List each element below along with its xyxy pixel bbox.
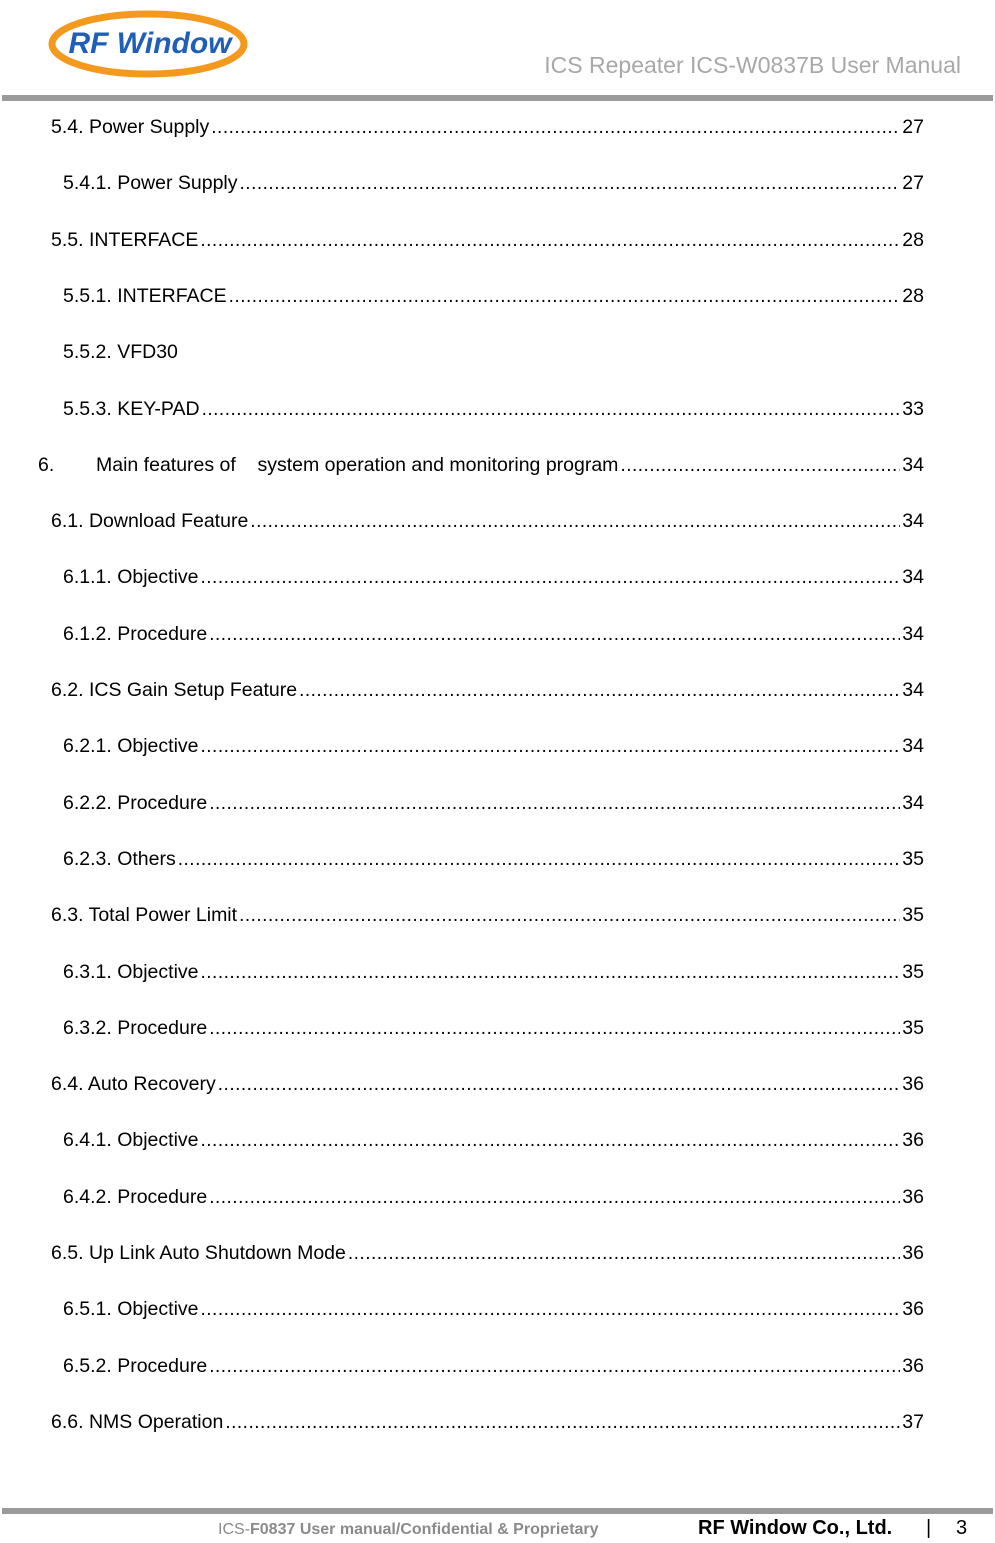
toc-dot-leader <box>299 677 900 705</box>
toc-entry-title: 6.1. Download Feature <box>51 510 249 533</box>
footer-divider <box>2 1508 993 1514</box>
toc-dot-leader <box>200 227 900 255</box>
footer-doc-prefix: ICS- <box>218 1521 250 1538</box>
header-title: ICS Repeater ICS-W0837B User Manual <box>544 52 961 78</box>
toc-dot-leader <box>209 790 900 818</box>
toc-dot-leader <box>348 1240 900 1268</box>
toc-dot-leader <box>209 1015 900 1043</box>
toc-page-number: 34 <box>902 735 924 758</box>
toc-entry[interactable] <box>38 451 924 479</box>
toc-page-number: 36 <box>902 1354 924 1377</box>
toc-entry-label: Main features of system operation and monitoring program <box>96 453 619 476</box>
toc-entry-title: 6.5.2. Procedure <box>63 1354 208 1377</box>
toc-dot-leader <box>201 959 901 987</box>
toc-page-number: 35 <box>902 904 924 927</box>
toc-entry-title: 6.3.2. Procedure <box>63 1016 208 1039</box>
toc-entry[interactable] <box>51 226 924 254</box>
company-logo <box>48 4 253 80</box>
toc-entry[interactable] <box>51 1408 924 1436</box>
toc-entry[interactable] <box>63 958 924 986</box>
toc-page-number: 34 <box>902 791 924 814</box>
toc-dot-leader <box>209 1353 900 1381</box>
toc-entry-title: 5.4. Power Supply <box>51 116 210 138</box>
toc-entry[interactable] <box>63 845 924 873</box>
toc-entry[interactable] <box>63 169 924 197</box>
toc-entry-title: 5.5. INTERFACE <box>51 228 199 251</box>
toc-entry-title: 5.5.3. KEY-PAD <box>63 397 200 420</box>
toc-entry[interactable] <box>63 1126 924 1154</box>
toc-page-number: 34 <box>902 622 924 645</box>
toc-entry-title: 6.4.1. Objective <box>63 1129 199 1152</box>
svg-text:RF Window: RF Window <box>68 27 232 60</box>
toc-page-number: 36 <box>902 1129 924 1152</box>
page-number: 3 <box>956 1517 968 1539</box>
toc-entry-title: 6.6. NMS Operation <box>51 1410 224 1433</box>
toc-entry[interactable] <box>63 282 924 310</box>
toc-entry[interactable] <box>51 1239 924 1267</box>
toc-entry[interactable] <box>51 901 924 929</box>
toc-dot-leader <box>620 452 900 480</box>
toc-page-number: 27 <box>902 116 924 138</box>
toc-dot-leader <box>225 1409 900 1437</box>
toc-dot-leader <box>209 621 900 649</box>
toc-dot-leader <box>240 170 901 198</box>
toc-entry[interactable] <box>51 676 924 704</box>
header-divider <box>2 95 993 101</box>
toc-entry[interactable] <box>63 732 924 760</box>
toc-entry[interactable] <box>63 338 924 366</box>
toc-entry-title: 6.3. Total Power Limit <box>51 904 238 927</box>
toc-entry[interactable] <box>51 1070 924 1098</box>
toc-entry[interactable] <box>51 113 924 141</box>
footer-company: RF Window Co., Ltd. <box>698 1517 893 1539</box>
toc-entry-title: 6.2. ICS Gain Setup Feature <box>51 679 298 701</box>
toc-page-number: 34 <box>902 566 924 589</box>
toc-entry[interactable] <box>63 1014 924 1042</box>
toc-page-number: 34 <box>902 510 924 533</box>
toc-entry[interactable] <box>63 395 924 423</box>
toc-dot-leader <box>201 1127 901 1155</box>
toc-entry-title: 6.5. Up Link Auto Shutdown Mode <box>51 1242 346 1264</box>
toc-dot-leader <box>211 114 900 142</box>
toc-entry-title <box>38 451 618 479</box>
toc-dot-leader <box>229 283 901 311</box>
toc-page-number: 37 <box>902 1410 924 1433</box>
toc-page-number: 34 <box>902 679 924 701</box>
toc-entry-title: 6.5.1. Objective <box>63 1298 199 1321</box>
toc-page-number: 36 <box>902 1298 924 1321</box>
toc-page-number: 36 <box>902 1073 924 1096</box>
toc-dot-leader <box>201 564 901 592</box>
toc-entry-title: 6.4.2. Procedure <box>63 1185 208 1208</box>
toc-entry-title: 6.1.2. Procedure <box>63 622 208 645</box>
toc-entry[interactable] <box>51 507 924 535</box>
toc-entry[interactable] <box>63 1295 924 1323</box>
toc-dot-leader <box>239 902 900 930</box>
footer-doc-label: F0837 User manual/Confidential & Proprietary <box>250 1521 599 1538</box>
toc-entry-number: 6. <box>38 453 55 476</box>
toc-page-number: 35 <box>902 960 924 983</box>
toc-dot-leader <box>218 1071 901 1099</box>
toc-entry-title: 6.2.3. Others <box>63 847 176 870</box>
toc-page-number: 27 <box>902 172 924 195</box>
toc-dot-leader <box>209 1184 900 1212</box>
toc-page-number: 35 <box>902 847 924 870</box>
footer-separator: | <box>926 1517 932 1539</box>
toc-page-number: 36 <box>902 1185 924 1208</box>
toc-page-number: 36 <box>902 1242 924 1264</box>
toc-entry[interactable] <box>63 1183 924 1211</box>
toc-entry-title: 6.2.1. Objective <box>63 735 199 758</box>
toc-page-number: 35 <box>902 1016 924 1039</box>
toc-dot-leader <box>250 508 900 536</box>
toc-dot-leader <box>201 733 901 761</box>
toc-page-number: 33 <box>902 397 924 420</box>
toc-entry[interactable] <box>63 620 924 648</box>
toc-entry-title: 6.4. Auto Recovery <box>51 1073 216 1096</box>
toc-entry-title: 5.5.1. INTERFACE <box>63 284 227 307</box>
toc-entry-title: 6.1.1. Objective <box>63 566 199 589</box>
toc-entry[interactable] <box>63 563 924 591</box>
toc-entry-title: 6.3.1. Objective <box>63 960 199 983</box>
toc-dot-leader <box>178 846 901 874</box>
toc-entry[interactable] <box>63 1352 924 1380</box>
toc-entry-title: 6.2.2. Procedure <box>63 791 208 814</box>
toc-page-number: 28 <box>902 284 924 307</box>
toc-entry-title: 5.4.1. Power Supply <box>63 172 238 195</box>
toc-page-number: 28 <box>902 228 924 251</box>
toc-dot-leader <box>201 1296 901 1324</box>
footer-document-label <box>218 1521 599 1539</box>
toc-entry[interactable] <box>63 789 924 817</box>
toc-dot-leader <box>202 396 901 424</box>
toc-page-number: 34 <box>902 453 924 476</box>
toc-entry-title: 5.5.2. VFD30 <box>63 341 178 364</box>
